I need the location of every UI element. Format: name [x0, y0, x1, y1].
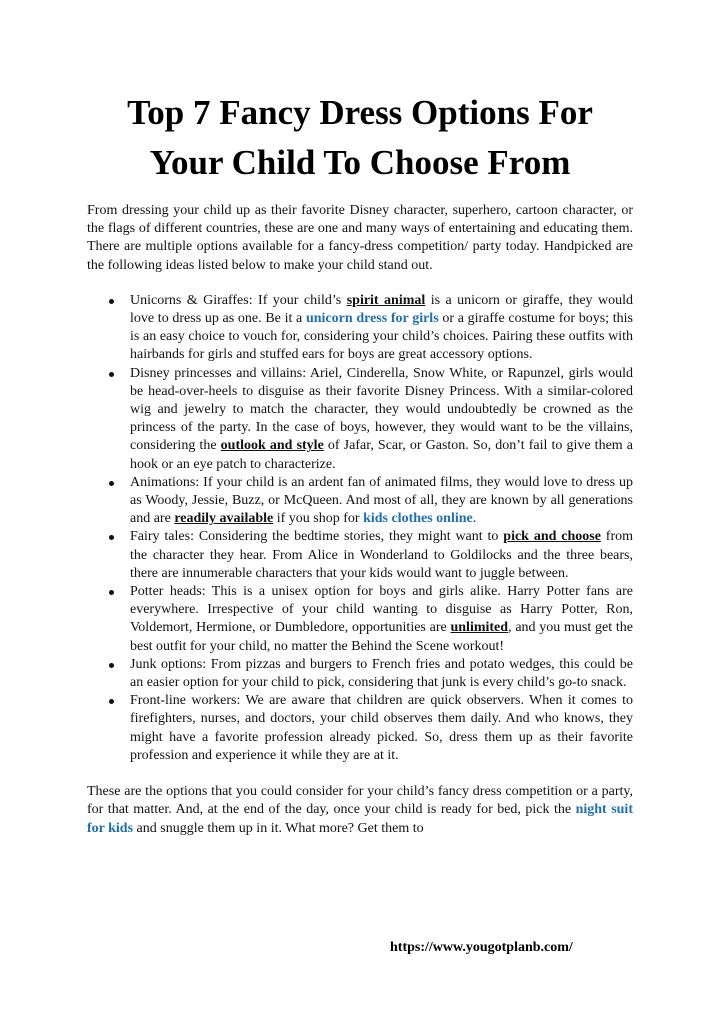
list-item [87, 474, 633, 529]
item-text: Fairy tales: Considering the bedtime stories, they might want to [130, 529, 504, 545]
list-item [87, 692, 633, 765]
item-text: is a unicorn or giraffe, they would love to dress up as one. Be it a [130, 292, 634, 327]
list-item [87, 365, 633, 474]
item-text: Junk options: From pizzas and burgers to French fries and potato wedges, this could be an easier option for your child to pick, considering that junk is every child’s go-to snack. [130, 656, 633, 691]
readily-available-link[interactable]: readily available [174, 511, 274, 527]
list-item [87, 292, 633, 365]
item-text: Disney princesses and villains: Ariel, Cinderella, Snow White, or Rapunzel, girls would be head-over-heels to disguise as their favorite Disney Princess. With a similar-colored wig and jewelry to match the character, they would undoubtedly be crowned as the princess of the party. In the case of boys, however, they would want to be the villains, considering the [130, 365, 633, 454]
outlook-and-style-link[interactable]: outlook and style [220, 438, 324, 454]
bullet-icon [109, 699, 114, 704]
bullet-icon [109, 299, 114, 304]
footer-url[interactable]: https://www.yougotplanb.com/ [390, 940, 573, 955]
bullet-icon [109, 372, 114, 377]
item-text: from the character they hear. From Alice in Wonderland to Goldilocks and the three bears, there are innumerable characters that your kids would want to juggle between. [130, 529, 633, 581]
bullet-icon [109, 535, 114, 540]
kids-clothes-online-link[interactable]: kids clothes online [363, 511, 473, 527]
intro-paragraph: From dressing your child up as their favorite Disney character, superhero, cartoon character, or the flags of different countries, these are one and many ways of entertaining and educating them. There are multiple options available for a fancy-dress competition/ party today. Handpicked are the following ideas listed below to make your child stand out. [87, 203, 633, 273]
item-text: if you shop for [273, 511, 364, 527]
unicorn-dress-link[interactable]: unicorn dress for girls [305, 311, 439, 327]
spirit-animal-link[interactable]: spirit animal [346, 292, 426, 308]
item-text: Front-line workers: We are aware that children are quick observers. When it comes to firefighters, nurses, and doctors, your child observes them daily. And who knows, they might have a favorite profession already picked. So, dress them up as their favorite profession and experience it while they are at it. [130, 693, 633, 763]
list-item [87, 528, 633, 583]
bullet-icon [109, 590, 114, 595]
bullet-icon [109, 663, 114, 668]
list-item [87, 583, 633, 656]
bullet-icon [109, 481, 114, 486]
item-text: , and you must get the best outfit for your child, no matter the Behind the Scene workout! [130, 620, 633, 654]
item-text: Animations: If your child is an ardent fan of animated films, they would love to dress up as Woody, Jessie, Buzz, or McQueen. And most of all, they are known by all generations and are [130, 474, 633, 527]
closing-text: These are the options that you could consider for your child’s fancy dress competition or a party, for that matter. And, at the end of the day, once your child is ready for bed, pick the [87, 784, 633, 818]
title-line-1: Top 7 Fancy Dress Options For [127, 93, 593, 132]
item-text: of Jafar, Scar, or Gaston. So, don’t fail to give them a hook or an eye patch to characterize. [130, 438, 634, 472]
item-text: or a giraffe costume for boys; this is an easy choice to vouch for, considering your child’s choices. Pairing these outfits with hairbands for girls and stuffed ears for boys are great accessory options. [130, 311, 633, 363]
night-suit-link[interactable]: night suit for kids [87, 802, 633, 836]
closing-text: and snuggle them up in it. What more? Get them to [133, 820, 424, 836]
item-text: Unicorns & Giraffes: If your child’s [130, 292, 347, 308]
page-title [87, 88, 633, 188]
pick-and-choose-link[interactable]: pick and choose [503, 529, 601, 545]
item-text: . [472, 511, 477, 527]
list-item [87, 656, 633, 692]
item-text: Potter heads: This is a unisex option for boys and girls alike. Harry Potter fans are everywhere. Irrespective of your child wanting to disguise as Harry Potter, Ron, Voldemort, Hermione, or Dumbledore, opportunities are [130, 584, 633, 636]
document-page [87, 88, 633, 838]
unlimited-link[interactable]: unlimited [450, 620, 509, 636]
title-line-2: Your Child To Choose From [149, 143, 571, 182]
closing-paragraph [87, 783, 633, 838]
ideas-list [87, 292, 633, 765]
